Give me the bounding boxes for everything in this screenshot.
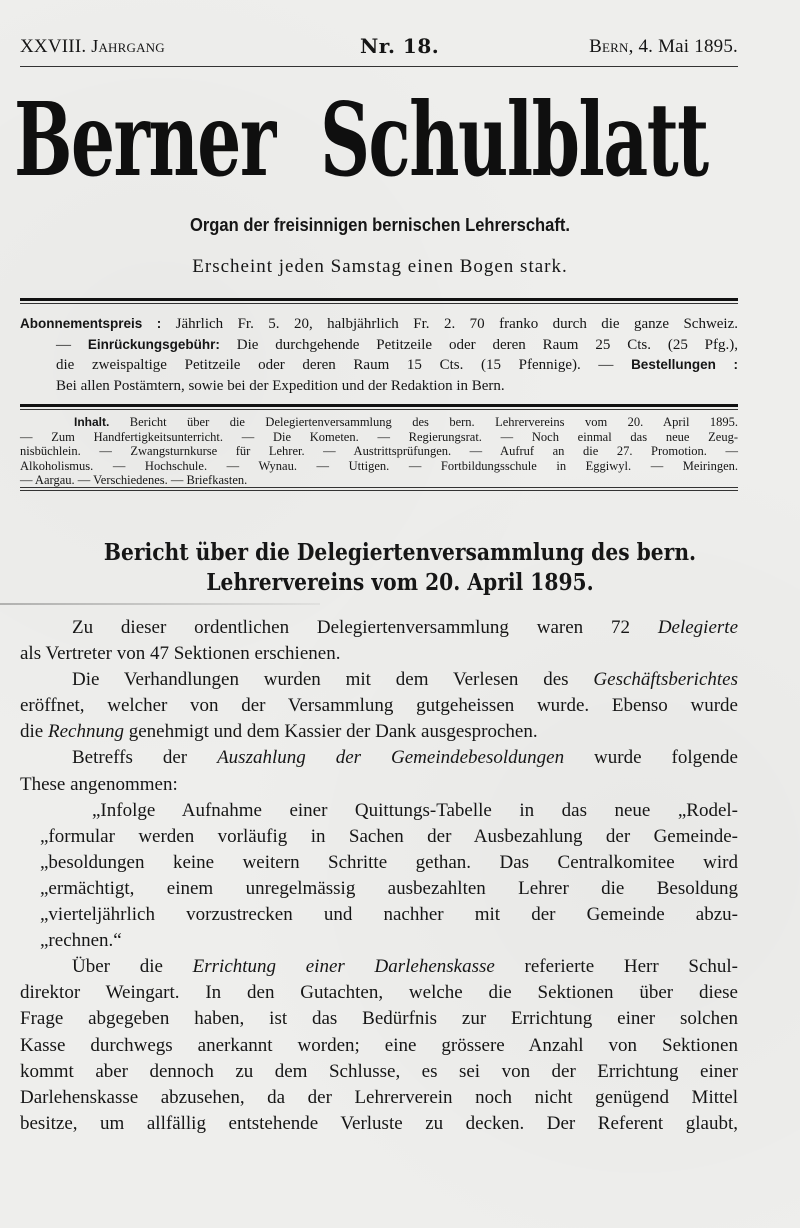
orders-label: Bestellungen : — [631, 357, 738, 372]
body-line: Darlehenskasse abzusehen, da der Lehrerverein noch nicht genügend Mittel — [20, 1086, 738, 1108]
quote-line: „rechnen.“ — [40, 930, 122, 952]
headline-line-1: Bericht über die Delegiertenversammlung des bern. — [103, 539, 697, 566]
place: Bern, — [589, 36, 634, 57]
issue-date: 4. Mai 1895. — [638, 36, 738, 57]
contents-line: — Zum Handfertigkeitsunterricht. — Die Kometen. — Regierungsrat. — Noch einmal das neue Zeug- — [20, 429, 738, 444]
body-line: These angenommen: — [20, 773, 178, 795]
issue-number: Nr. 18. — [360, 34, 440, 58]
body-line: Die Verhandlungen wurden mit dem Verlesen des Geschäftsberichtes — [72, 669, 738, 691]
orders-text: Bei allen Postämtern, sowie bei der Expedition und der Redaktion in Bern. — [56, 377, 505, 394]
quote-line: „Infolge Aufnahme einer Quittungs-Tabelle in das neue „Rodel- — [92, 799, 738, 821]
quote-line: „vierteljährlich vorzustrecken und nachher mit der Gemeinde abzu- — [40, 904, 738, 926]
title-word-berner: Berner — [14, 80, 275, 200]
masthead-double-rule — [20, 298, 738, 304]
contents-line: Bericht über die Delegiertenversammlung des bern. Lehrervereins vom 20. April 1895. — [129, 415, 739, 429]
body-line: direktor Weingart. In den Gutachten, welche die Sektionen über diese — [20, 982, 738, 1004]
issue-header — [20, 36, 738, 60]
body-line: eröffnet, welcher von der Versammlung gutgeheissen wurde. Ebenso wurde — [20, 695, 738, 717]
volume-number: XXVIII. — [20, 36, 87, 57]
volume-info — [20, 36, 165, 58]
insertion-fee-label: Einrückungsgebühr: — [87, 336, 220, 352]
quote-line: „ermächtigt, einem unregelmässig ausbezahlten Lehrer die Besoldung — [40, 877, 738, 899]
volume-label: Jahrgang — [91, 36, 165, 56]
publication-frequency: Erscheint jeden Samstag einen Bogen stark. — [192, 256, 568, 277]
body-line: kommt aber dennoch zu dem Schlusse, es sei von der Errichtung einer — [20, 1060, 738, 1082]
masthead-subtitle: Organ der freisinnigen bernischen Lehrerschaft. — [189, 215, 571, 235]
dash: — — [56, 336, 71, 353]
quote-line: „besoldungen keine weitern Schritte gethan. Das Centralkomitee wird — [40, 851, 738, 873]
contents-line: Alkoholismus. — Hochschule. — Wynau. — Uttigen. — Fortbildungsschule in Eggiwyl. — Meiringen. — [20, 458, 738, 473]
body-line: Kasse durchwegs anerkannt worden; eine grössere Anzahl von Sektionen — [20, 1034, 738, 1056]
header-rule — [20, 66, 738, 67]
subscription-price-text: Jährlich Fr. 5. 20, halbjährlich Fr. 2. 70 franko durch die ganze Schweiz. — [175, 316, 739, 332]
subscription-info — [20, 314, 738, 396]
subscription-double-rule — [20, 404, 738, 410]
scan-artifact — [0, 603, 320, 605]
masthead-title — [14, 80, 708, 200]
quote-line: „formular werden vorläufig in Sachen der Ausbezahlung der Gemeinde- — [40, 825, 738, 847]
insertion-fee-text: Die durchgehende Petitzeile oder deren Raum 25 Cts. (25 Pfg.), — [236, 336, 739, 353]
body-line: besitze, um allfällig entstehende Verluste zu decken. Der Referent glaubt, — [20, 1112, 738, 1134]
headline-line-2: Lehrervereins vom 20. April 1895. — [206, 569, 594, 596]
body-line: als Vertreter von 47 Sektionen erschienen. — [20, 643, 341, 665]
table-of-contents — [20, 415, 738, 488]
body-line: Zu dieser ordentlichen Delegiertenversammlung waren 72 Delegierte — [72, 617, 738, 638]
contents-double-rule — [20, 487, 738, 491]
contents-line: — Aargau. — Verschiedenes. — Briefkasten. — [20, 473, 248, 487]
place-date — [589, 36, 738, 58]
subscription-label: Abonnementspreis : — [20, 316, 162, 331]
article-headline — [48, 538, 752, 598]
contents-line: nisbüchlein. — Zwangsturnkurse für Lehrer. — Austrittsprüfungen. — Aufruf an die 27. Promotion. — — [20, 444, 738, 458]
body-line: Betreffs der Auszahlung der Gemeindebesoldungen wurde folgende — [72, 747, 738, 769]
body-line: Frage abgegeben haben, ist das Bedürfnis zur Errichtung einer solchen — [20, 1008, 738, 1030]
body-line: die Rechnung genehmigt und dem Kassier der Dank ausgesprochen. — [20, 721, 538, 743]
title-word-schulblatt: Schulblatt — [320, 80, 708, 200]
body-line: Über die Errichtung einer Darlehenskasse referierte Herr Schul- — [72, 956, 739, 978]
article-body — [20, 615, 738, 1137]
contents-label: Inhalt. — [74, 415, 110, 429]
insertion-fee-text-2: die zweispaltige Petitzeile oder deren Raum 15 Cts. (15 Pfennige). — — [56, 357, 614, 373]
